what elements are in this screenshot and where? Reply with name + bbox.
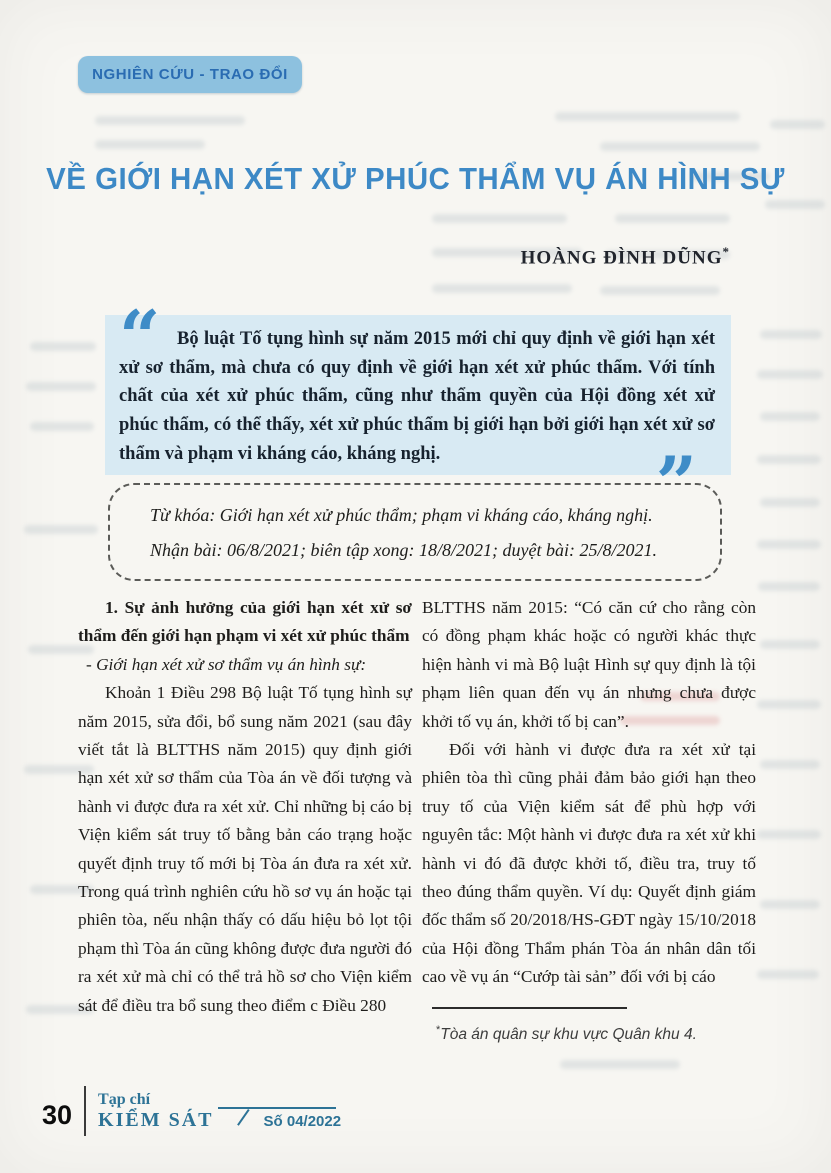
footer-rule <box>218 1107 336 1109</box>
section-badge <box>78 56 302 93</box>
bleedthrough-artifact <box>760 760 820 769</box>
bleedthrough-artifact <box>757 455 821 464</box>
author-footnote-marker: * <box>722 244 730 259</box>
article-title: VỀ GIỚI HẠN XÉT XỬ PHÚC THẨM VỤ ÁN HÌNH SỰ <box>46 161 785 196</box>
footnote-rule <box>432 1007 627 1009</box>
bleedthrough-artifact <box>560 1060 680 1069</box>
bleedthrough-artifact <box>95 140 205 149</box>
bleedthrough-artifact <box>760 412 820 421</box>
bleedthrough-artifact <box>765 200 825 209</box>
journal-name-line2: KIỂM SÁT <box>98 1108 214 1131</box>
author-name <box>521 244 730 269</box>
bleedthrough-artifact <box>757 830 821 839</box>
bleedthrough-artifact <box>770 120 825 129</box>
bleedthrough-artifact <box>600 286 720 295</box>
issue-block <box>218 1086 353 1136</box>
bleedthrough-artifact <box>760 330 822 339</box>
bleedthrough-artifact <box>758 582 820 591</box>
bleedthrough-artifact <box>760 498 820 507</box>
footnote <box>422 1016 756 1050</box>
bleedthrough-artifact <box>432 284 572 293</box>
abstract-block: “ Bộ luật Tố tụng hình sự năm 2015 mới chỉ quy định về giới hạn xét xử sơ thẩm, mà chưa có quy định về giới hạn xét xử phúc thẩm. Với tính chất của xét xử phúc thẩm, cũng như thẩm quyền của Hội đồng xét xử phúc thẩm, có thể thấy, xét xử phúc thẩm bị giới hạn bởi giới hạn xét xử sơ thẩm và phạm vi kháng cáo, kháng nghị. ” <box>105 315 731 475</box>
section-heading: 1. Sự ảnh hưởng của giới hạn xét xử sơ thẩm đến giới hạn phạm vi xét xử phúc thẩm <box>78 598 412 646</box>
left-column <box>78 594 412 1020</box>
bleedthrough-artifact <box>757 540 821 549</box>
keywords-line: Từ khóa: Giới hạn xét xử phúc thẩm; phạm vi kháng cáo, kháng nghị. <box>150 505 653 525</box>
issue-number: Số 04/2022 <box>263 1113 342 1130</box>
bleedthrough-artifact <box>432 214 567 223</box>
bleedthrough-artifact <box>760 900 820 909</box>
footer-divider <box>84 1086 86 1136</box>
journal-name-line1: Tạp chí <box>98 1090 151 1108</box>
body-paragraph: BLTTHS năm 2015: “Có căn cứ cho rằng còn có đồng phạm khác hoặc có người khác thực hiện hành vi mà Bộ luật Hình sự quy định là tội phạm liên quan đến vụ án nhưng chưa được khởi tố vụ án, khởi tố bị can”. <box>422 598 756 731</box>
bleedthrough-artifact <box>24 525 98 534</box>
bleedthrough-artifact <box>757 970 819 979</box>
footnote-marker: * <box>436 1023 441 1036</box>
dates-line: Nhận bài: 06/8/2021; biên tập xong: 18/8/2021; duyệt bài: 25/8/2021. <box>150 540 657 560</box>
page-footer <box>42 1086 353 1136</box>
bleedthrough-artifact <box>30 422 94 431</box>
footnote-text: Tòa án quân sự khu vực Quân khu 4. <box>440 1025 697 1043</box>
bleedthrough-artifact <box>760 640 820 649</box>
bleedthrough-artifact <box>757 700 821 709</box>
bleedthrough-artifact <box>26 382 96 391</box>
bleedthrough-artifact <box>555 112 740 121</box>
abstract-text: Bộ luật Tố tụng hình sự năm 2015 mới chỉ quy định về giới hạn xét xử sơ thẩm, mà chưa có quy định về giới hạn xét xử phúc thẩm. Với tính chất của xét xử phúc thẩm, cũng như thẩm quyền của Hội đồng xét xử phúc thẩm, có thể thấy, xét xử phúc thẩm bị giới hạn bởi giới hạn xét xử sơ thẩm và phạm vi kháng cáo, kháng nghị. <box>119 329 715 464</box>
keywords-box <box>108 483 722 581</box>
right-column <box>422 594 756 1049</box>
author-name-text: HOÀNG ĐÌNH DŨNG <box>520 247 723 269</box>
bleedthrough-artifact <box>757 370 823 379</box>
bleedthrough-artifact <box>30 342 96 351</box>
bleedthrough-artifact <box>615 214 730 223</box>
footer-slash <box>237 1109 250 1126</box>
bleedthrough-artifact <box>600 142 760 151</box>
journal-name <box>98 1091 213 1136</box>
page-number: 30 <box>42 1100 73 1130</box>
bleedthrough-artifact <box>95 116 245 125</box>
section-badge-label: NGHIÊN CỨU - TRAO ĐỔI <box>92 66 288 83</box>
body-paragraph: Khoản 1 Điều 298 Bộ luật Tố tụng hình sự năm 2015, sửa đổi, bổ sung năm 2021 (sau đây viết tắt là BLTTHS năm 2015) quy định giới hạn xét xử sơ thẩm của Tòa án về đối tượng và hành vi được đưa ra xét xử. Chỉ những bị cáo bị Viện kiểm sát truy tố bằng bản cáo trạng hoặc quyết định truy tố mới bị Tòa án đưa ra xét xử. Trong quá trình nghiên cứu hồ sơ vụ án hoặc tại phiên tòa, nếu nhận thấy có dấu hiệu bỏ lọt tội phạm thì Tòa án cũng không được đưa người đó ra xét xử mà chỉ có thể trả hồ sơ cho Viện kiểm sát để điều tra bổ sung theo điểm c Điều 280 <box>78 683 412 1015</box>
subheading-italic: - Giới hạn xét xử sơ thẩm vụ án hình sự: <box>86 654 367 674</box>
body-paragraph: Đối với hành vi được đưa ra xét xử tại phiên tòa thì cũng phải đảm bảo giới hạn theo truy tố của Viện kiểm sát để phù hợp với nguyên tắc: Một hành vi được đưa ra xét xử khi hành vi đó đã được khởi tố, điều tra, truy tố theo đúng thẩm quyền. Ví dụ: Quyết định giám đốc thẩm số 20/2018/HS-GĐT ngày 15/10/2018 của Hội đồng Thẩm phán Tòa án nhân dân tối cao về vụ án “Cướp tài sản” đối với bị cáo <box>422 740 756 987</box>
